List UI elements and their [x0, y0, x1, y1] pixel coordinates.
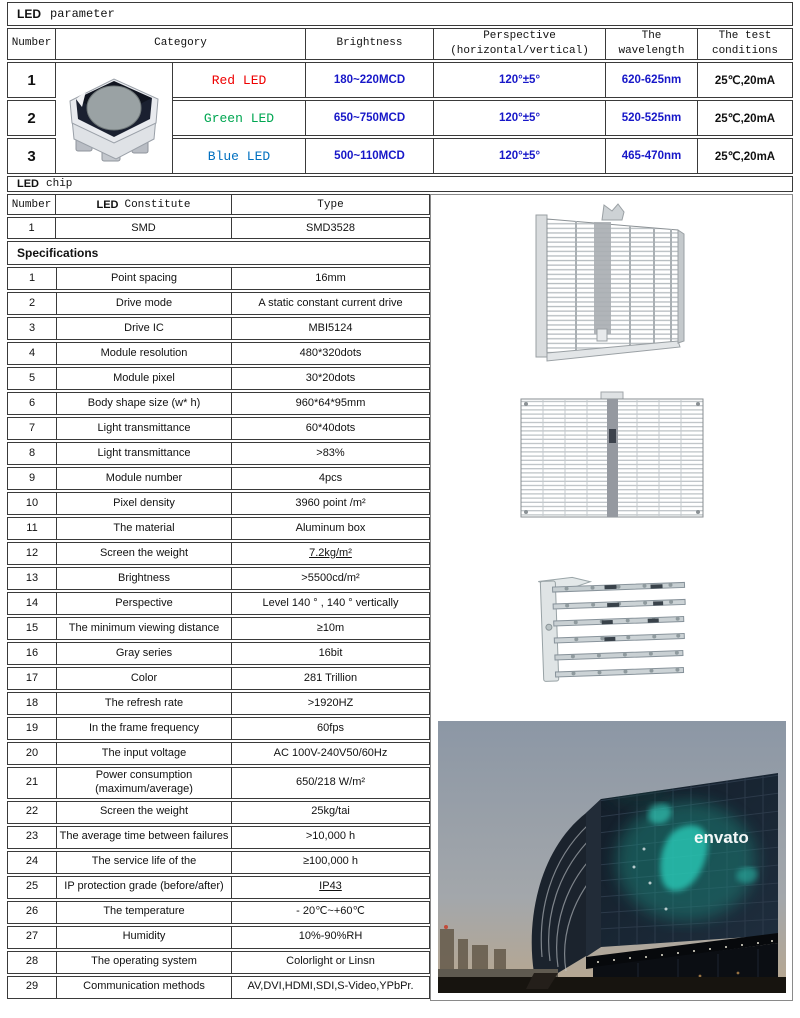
spec-row	[7, 801, 430, 824]
spec-row-label: Pixel density	[56, 493, 232, 514]
spec-row-number: 18	[25, 696, 39, 709]
spec-row	[7, 951, 430, 974]
spec-row-number: 3	[28, 321, 36, 334]
spec-row-label: Module number	[56, 468, 232, 489]
spec-row-number: 27	[25, 930, 39, 943]
images-panel	[430, 194, 793, 1001]
spec-row	[7, 667, 430, 690]
spec-row-label: Screen the weight	[56, 543, 232, 564]
spec-row-number: 1	[28, 271, 36, 284]
led-parameter-title-bar	[7, 2, 793, 26]
spec-row-number: 22	[25, 805, 39, 818]
spec-row-label: The service life of the	[56, 852, 232, 873]
spec-row-label: The material	[56, 518, 232, 539]
param-row-test: 25℃,20mA	[698, 62, 793, 98]
spec-row-label: In the frame frequency	[56, 718, 232, 739]
spec-row	[7, 467, 430, 490]
param-row-brightness: 180~220MCD	[306, 62, 434, 98]
specifications-table	[7, 267, 430, 999]
led-chip-title-rest: chip	[46, 178, 73, 190]
spec-row-label: Light transmittance	[56, 443, 232, 464]
spec-row-number: 2	[28, 296, 36, 309]
spec-row	[7, 901, 430, 924]
spec-row-number: 14	[25, 596, 39, 609]
smd-led-photo	[56, 62, 173, 174]
chip-row-number: 1	[7, 217, 56, 239]
spec-row	[7, 926, 430, 949]
led-parameter-title-bold: LED	[17, 7, 41, 21]
col-header-number: Number	[7, 28, 56, 60]
spec-row-label: Brightness	[56, 568, 232, 589]
param-row-test: 25℃,20mA	[698, 138, 793, 174]
spec-row	[7, 876, 430, 899]
spec-row	[7, 742, 430, 765]
spec-row-value: 16bit	[318, 646, 343, 659]
param-row-category: Blue LED	[173, 138, 306, 174]
spec-row-number: 28	[25, 955, 39, 968]
spec-row	[7, 367, 430, 390]
spec-row-label: The minimum viewing distance	[56, 618, 232, 639]
spec-row-label: The refresh rate	[56, 693, 232, 714]
spec-row-label: Screen the weight	[56, 802, 232, 823]
spec-row-value: 3960 point /m²	[295, 496, 366, 509]
spec-row-value: Colorlight or Linsn	[286, 955, 375, 968]
col-header-wavelength: The wavelength	[606, 28, 698, 60]
spec-row-label: Body shape size (w* h)	[56, 393, 232, 414]
param-row-wavelength: 620-625nm	[606, 62, 698, 98]
led-panel-perspective-image	[528, 203, 696, 367]
led-panel-front-drawing	[517, 391, 707, 521]
spec-row-number: 21	[25, 775, 39, 788]
led-strip-closeup-image	[532, 573, 692, 685]
left-tables-column	[7, 194, 430, 1001]
spec-row-number: 25	[25, 880, 39, 893]
spec-row-number: 9	[28, 471, 36, 484]
spec-row-label: Color	[56, 668, 232, 689]
chip-header-number: Number	[7, 194, 56, 215]
spec-row-value: AV,DVI,HDMI,SDI,S-Video,YPbPr.	[247, 980, 414, 993]
spec-row-value: MBI5124	[308, 321, 353, 334]
spec-row-value: - 20℃~+60℃	[296, 905, 365, 918]
param-row-wavelength: 465-470nm	[606, 138, 698, 174]
spec-row	[7, 642, 430, 665]
param-row-wavelength: 520-525nm	[606, 100, 698, 136]
spec-row	[7, 492, 430, 515]
spec-row-number: 26	[25, 905, 39, 918]
spec-row-number: 19	[25, 721, 39, 734]
spec-row-number: 23	[25, 830, 39, 843]
spec-row-value: 60*40dots	[305, 421, 356, 434]
led-panel-perspective-drawing	[528, 203, 696, 367]
spec-row-label: Point spacing	[56, 268, 232, 289]
spec-row-number: 13	[25, 571, 39, 584]
specifications-title-bar: Specifications	[7, 241, 430, 265]
col-header-brightness: Brightness	[306, 28, 434, 60]
spec-row-value: 16mm	[315, 271, 346, 284]
photo-screen-text: envato	[693, 828, 749, 847]
spec-row-label: Gray series	[56, 643, 232, 664]
spec-row	[7, 317, 430, 340]
spec-row-value: 30*20dots	[305, 371, 356, 384]
led-parameter-title-rest: parameter	[50, 7, 115, 21]
spec-row-number: 4	[28, 346, 36, 359]
building-photo	[438, 721, 786, 993]
spec-row-value: 7.2kg/m²	[309, 546, 352, 559]
spec-row-value: >83%	[316, 446, 345, 459]
param-row-perspective: 120°±5°	[434, 138, 606, 174]
led-chip-table	[7, 194, 430, 239]
spec-row	[7, 292, 430, 315]
spec-row	[7, 517, 430, 540]
chip-row-type: SMD3528	[232, 217, 430, 239]
spec-row-number: 10	[25, 496, 39, 509]
spec-row-number: 29	[25, 980, 39, 993]
spec-row	[7, 692, 430, 715]
param-row-test: 25℃,20mA	[698, 100, 793, 136]
spec-row-value: 281 Trillion	[303, 671, 358, 684]
spec-row-number: 20	[25, 746, 39, 759]
spec-sheet-page	[7, 2, 793, 1001]
col-header-category: Category	[56, 28, 306, 60]
led-chip-title-bar	[7, 176, 793, 192]
spec-row-number: 8	[28, 446, 36, 459]
spec-row-value: >1920HZ	[307, 696, 354, 709]
param-row-brightness: 650~750MCD	[306, 100, 434, 136]
spec-row-value: 480*320dots	[299, 346, 362, 359]
spec-row	[7, 442, 430, 465]
spec-row-value: Aluminum box	[295, 521, 366, 534]
spec-row-label: Communication methods	[56, 977, 232, 998]
spec-row-value: AC 100V-240V50/60Hz	[273, 746, 388, 759]
spec-row	[7, 826, 430, 849]
spec-row-value: IP43	[319, 880, 342, 893]
param-row-perspective: 120°±5°	[434, 62, 606, 98]
spec-row-label: Drive IC	[56, 318, 232, 339]
param-row-number: 1	[7, 62, 56, 98]
spec-row-number: 17	[25, 671, 39, 684]
spec-row-number: 7	[28, 421, 36, 434]
spec-row	[7, 717, 430, 740]
param-row-perspective: 120°±5°	[434, 100, 606, 136]
spec-row-value: 10%-90%RH	[298, 930, 363, 943]
chip-header-type: Type	[232, 194, 430, 215]
spec-row-label: Module resolution	[56, 343, 232, 364]
spec-row-value: 960*64*95mm	[295, 396, 366, 409]
spec-row-value: >10,000 h	[305, 830, 356, 843]
spec-row-label: Power consumption (maximum/average)	[56, 768, 232, 798]
spec-row	[7, 617, 430, 640]
spec-row-value: 25kg/tai	[311, 805, 350, 818]
param-row-category: Red LED	[173, 62, 306, 98]
spec-row-value: 60fps	[317, 721, 344, 734]
spec-row-number: 12	[25, 546, 39, 559]
led-strip-closeup-drawing	[532, 573, 692, 685]
spec-row-number: 11	[26, 521, 38, 534]
spec-row	[7, 267, 430, 290]
led-parameter-table	[7, 28, 793, 174]
col-header-test-conditions: The test conditions	[698, 28, 793, 60]
spec-row-value: Level 140 ° , 140 ° vertically	[262, 596, 399, 609]
building-photo-drawing	[438, 721, 786, 993]
spec-row-label: The temperature	[56, 902, 232, 923]
spec-row	[7, 851, 430, 874]
spec-row-number: 24	[25, 855, 39, 868]
led-chip-title-bold: LED	[17, 178, 39, 190]
chip-row-constitute: SMD	[56, 217, 232, 239]
spec-row	[7, 542, 430, 565]
spec-row	[7, 976, 430, 999]
spec-row-label: Humidity	[56, 927, 232, 948]
spec-row-value: 4pcs	[318, 471, 343, 484]
spec-row	[7, 567, 430, 590]
param-row-category: Green LED	[173, 100, 306, 136]
spec-row-value: ≥100,000 h	[303, 855, 358, 868]
chip-header-constitute: LED Constitute	[56, 194, 232, 215]
spec-row-label: The operating system	[56, 952, 232, 973]
spec-row	[7, 342, 430, 365]
spec-row-value: 650/218 W/m²	[295, 775, 366, 788]
param-row-number: 2	[7, 100, 56, 136]
param-row-number: 3	[7, 138, 56, 174]
spec-row-label: Perspective	[56, 593, 232, 614]
spec-row-value: ≥10m	[316, 621, 345, 634]
spec-row-label: The input voltage	[56, 743, 232, 764]
col-header-perspective: Perspective (horizontal/vertical)	[434, 28, 606, 60]
param-row-brightness: 500~110MCD	[306, 138, 434, 174]
spec-row-number: 6	[28, 396, 36, 409]
spec-row-number: 15	[25, 621, 39, 634]
spec-row-label: Module pixel	[56, 368, 232, 389]
led-panel-front-image	[517, 391, 707, 521]
spec-row	[7, 417, 430, 440]
spec-row-number: 5	[28, 371, 36, 384]
spec-row-label: Drive mode	[56, 293, 232, 314]
content-columns	[7, 194, 793, 1001]
spec-row	[7, 767, 430, 799]
spec-row-value: >5500cd/m²	[301, 571, 360, 584]
spec-row	[7, 592, 430, 615]
spec-row-value: A static constant current drive	[258, 296, 403, 309]
spec-row-label: The average time between failures	[56, 827, 232, 848]
spec-row-label: IP protection grade (before/after)	[56, 877, 232, 898]
spec-row-number: 16	[25, 646, 39, 659]
spec-row	[7, 392, 430, 415]
spec-row-label: Light transmittance	[56, 418, 232, 439]
smd-led-illustration	[62, 67, 166, 169]
